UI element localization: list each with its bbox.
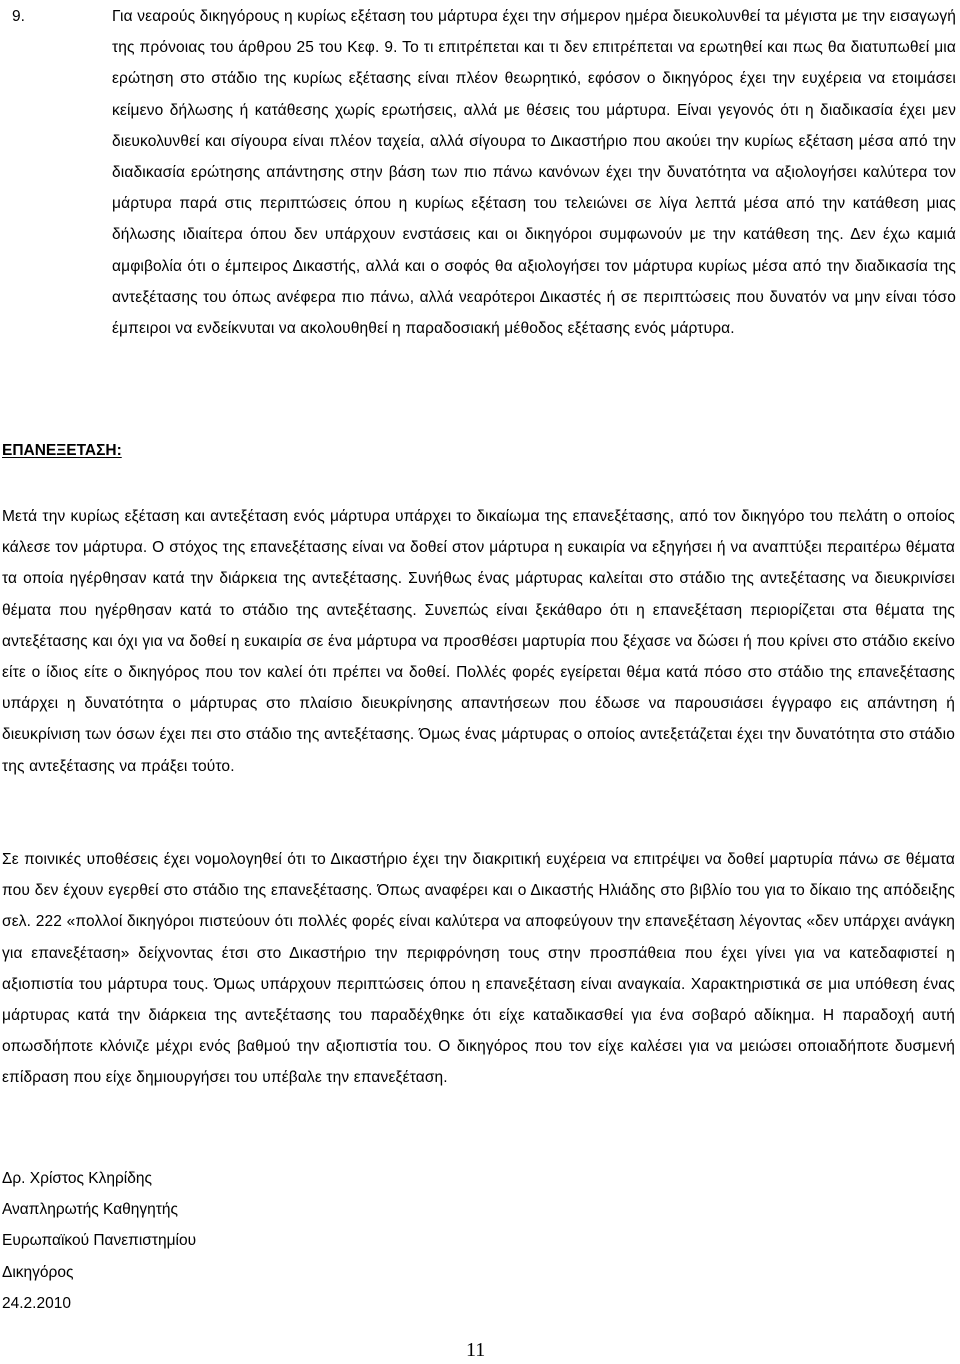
paragraph-1: Μετά την κυρίως εξέταση και αντεξέταση ενός μάρτυρα υπάρχει το δικαίωμα της επανεξέτασης, από τον δικηγόρο του πελάτη ο οποίος κάλεσε τον μάρτυρα. Ο στόχος της επανεξέτασης είναι να δοθεί στον μάρτυρα η ευκαιρία να εξηγήσει ή να αναπτύξει περαιτέρω θέματα τα οποία ηγέρθησαν κατά την διάρκεια της αντεξέτασης. Συνήθως ένας μάρτυρας καλείται στο στάδιο της αντεξέτασης να διευκρινίσει θέματα που ηγέρθησαν κατά το στάδιο της αντεξέτασης. Συνεπώς είναι ξεκάθαρο ότι η επανεξέταση περιορίζεται στα θέματα της αντεξέτασης και όχι για να δοθεί η ευκαιρία σε ένα μάρτυρα να προσθέσει μαρτυρία που ξέχασε να δώσει ή που κρίνει στο στάδιο εκείνο είτε ο ίδιος είτε ο δικηγόρος που τον καλεί ότι πρέπει να δοθεί. Πολλές φορές εγείρεται θέμα κατά πόσο στο στάδιο της επανεξέτασης υπάρχει η δυνατότητα ο μάρτυρας στο πλαίσιο διευκρίνησης απαντήσεων που έδωσε να παρουσιάσει έγγραφο εις απάντηση ή διευκρίνιση των όσων έχει πει στο στάδιο της αντεξέτασης. Όμως ένας μάρτυρας ο οποίος αντεξετάζεται έχει την δυνατότητα στο στάδιο της αντεξέτασης να πράξει τούτο. [2,508,955,775]
section-heading: ΕΠΑΝΕΞΕΤΑΣΗ: [2,442,122,459]
author-profession: Δικηγόρος [2,1263,74,1281]
item-number: 9. [12,8,25,25]
author-title: Αναπληρωτής Καθηγητής [2,1201,178,1219]
paragraph-2: Σε ποινικές υποθέσεις έχει νομολογηθεί ότι το Δικαστήριο έχει την διακριτική ευχέρεια να επιτρέψει να δοθεί μαρτυρία πάνω σε θέματα που δεν έχουν εγερθεί στο στάδιο της επανεξέτασης. Όπως αναφέρει και ο Δικαστής Ηλιάδης στο βιβλίο του για το δίκαιο της απόδειξης σελ. 222 «πολλοί δικηγόροι πιστεύουν ότι πολλές φορές είναι καλύτερα να αποφεύγουν την επανεξέταση λέγοντας «δεν υπάρχει ανάγκη για επανεξέταση» δείχνοντας έτσι στο Δικαστήριο την περιφρόνηση τους στην προσπάθεια που έχει γίνει για να κατεδαφιστεί η αξιοπιστία του μάρτυρα τους. Όμως υπάρχουν περιπτώσεις όπου η επανεξέταση είναι αναγκαία. Χαρακτηριστικά σε μια υπόθεση ένας μάρτυρας κατά την διάρκεια της αντεξέτασης του παραδέχθηκε ότι είχε καταδικασθεί για ένα σοβαρό αδίκημα. Η παραδοχή αυτή οπωσδήποτε κλόνιζε μέχρι ενός βαθμού την αξιοπιστία του. Ο δικηγόρος που τον είχε καλέσει για να μειώσει οποιαδήποτε δυσμενή επίδραση που είχε δημιουργήσει του υπέβαλε την επανεξέταση. [2,851,955,1087]
page-number: 11 [466,1339,486,1361]
document-date: 24.2.2010 [2,1294,71,1312]
signature-block [2,1163,196,1319]
author-name: Δρ. Χρίστος Κληρίδης [2,1170,152,1187]
item-paragraph: Για νεαρούς δικηγόρους η κυρίως εξέταση του μάρτυρα έχει την σήμερον ημέρα διευκολυνθεί τα μέγιστα με την εισαγωγή της πρόνοιας του άρθρου 25 του Κεφ. 9. Το τι επιτρέπεται και τι δεν επιτρέπεται να ερωτηθεί και πως θα διατυπωθεί μια ερώτηση στο στάδιο της κυρίως εξέτασης είναι πλέον θεωρητικό, εφόσον ο δικηγόρος έχει την ευχέρεια να ετοιμάσει κείμενο δήλωσης ή κατάθεσης χωρίς ερωτήσεις, αλλά με θέσεις του μάρτυρα. Είναι γεγονός ότι η διαδικασία έχει μεν διευκολυνθεί και σίγουρα είναι πλέον ταχεία, αλλά σίγουρα το Δικαστήριο που ακούει την κυρίως εξέταση μέσα από την διαδικασία ερώτησης απάντησης στην βάση των πιο πάνω κανόνων έχει την δυνατότητα να αξιολογήσει καλύτερα τον μάρτυρα παρά στις περιπτώσεις όπου η κυρίως εξέταση του τελειώνει σε λίγα λεπτά μέσα από την κατάθεση μιας δήλωσης ιδιαίτερα όπου δεν υπάρχουν ενστάσεις και οι δικηγόροι συμφωνούν με την κατάθεση της. Δεν έχω καμιά αμφιβολία ότι ο έμπειρος Δικαστής, αλλά και ο σοφός θα αξιολογήσει τον μάρτυρα κυρίως μέσα από την διαδικασία της αντεξέτασης του όπως ανέφερα πιο πάνω, αλλά νεαρότεροι Δικαστές ή σε περιπτώσεις που δυνατόν να μην είναι τόσο έμπειροι να ενδείκνυται να ακολουθηθεί η παραδοσιακή μέθοδος εξέτασης ενός μάρτυρα. [112,8,956,338]
author-institution: Ευρωπαϊκού Πανεπιστημίου [2,1232,197,1250]
